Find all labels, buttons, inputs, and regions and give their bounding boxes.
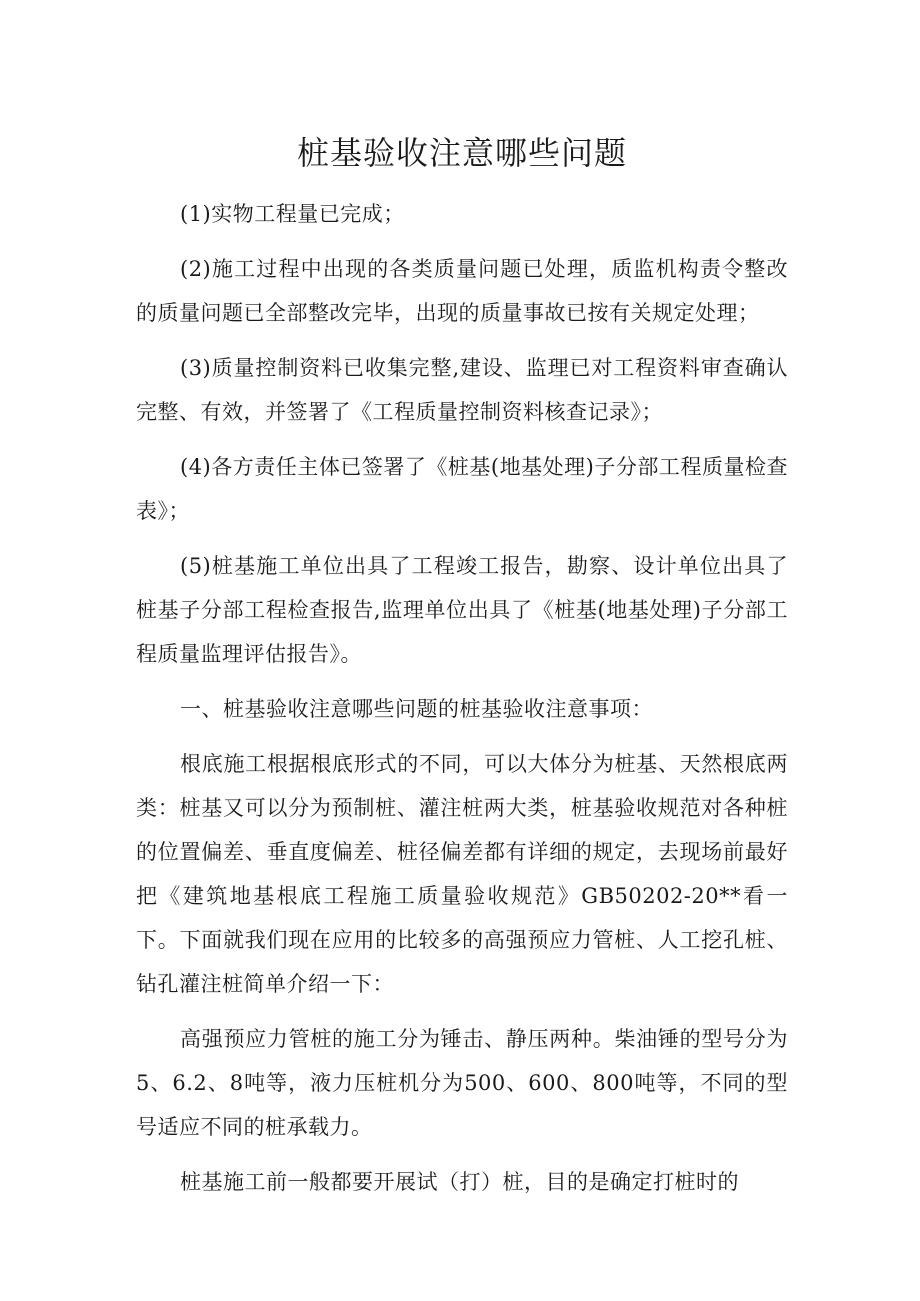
paragraph-item-3: (3)质量控制资料已收集完整,建设、监理已对工程资料审查确认完整、有效，并签署了《工程质量控制资料核查记录》； (136, 356, 788, 424)
paragraph-item-5: (5)桩基施工单位出具了工程竣工报告，勘察、设计单位出具了桩基子分部工程检查报告,监理单位出具了《桩基(地基处理)子分部工程质量监理评估报告》。 (136, 554, 788, 666)
paragraph-pipe-pile: 高强预应力管桩的施工分为锤击、静压两种。柴油锤的型号分为5、6.2、8吨等，液力压桩机分为500、600、800吨等，不同的型号适应不同的桩承载力。 (136, 1027, 788, 1139)
paragraph-item-4: (4)各方责任主体已签署了《桩基(地基处理)子分部工程质量检查表》； (136, 455, 788, 523)
section-heading: 一、桩基验收注意哪些问题的桩基验收注意事项： (180, 697, 653, 721)
document-body (136, 192, 788, 1204)
document-page (136, 0, 788, 1215)
paragraph-item-2: (2)施工过程中出现的各类质量问题已处理，质监机构责令整改的质量问题已全部整改完毕，出现的质量事故已按有关规定处理； (136, 257, 788, 325)
document-title: 桩基验收注意哪些问题 (296, 134, 627, 172)
paragraph-foundation-types: 根底施工根据根底形式的不同，可以大体分为桩基、天然根底两类：桩基又可以分为预制桩、灌注桩两大类，桩基验收规范对各种桩的位置偏差、垂直度偏差、桩径偏差都有详细的规定，去现场前最好把《建筑地基根底工程施工质量验收规范》GB50202-20**看一下。下面就我们现在应用的比较多的高强预应力管桩、人工挖孔桩、钻孔灌注桩简单介绍一下： (136, 752, 788, 996)
paragraph-test-pile: 桩基施工前一般都要开展试（打）桩，目的是确定打桩时的 (180, 1170, 739, 1194)
paragraph-item-1: (1)实物工程量已完成； (180, 202, 405, 226)
